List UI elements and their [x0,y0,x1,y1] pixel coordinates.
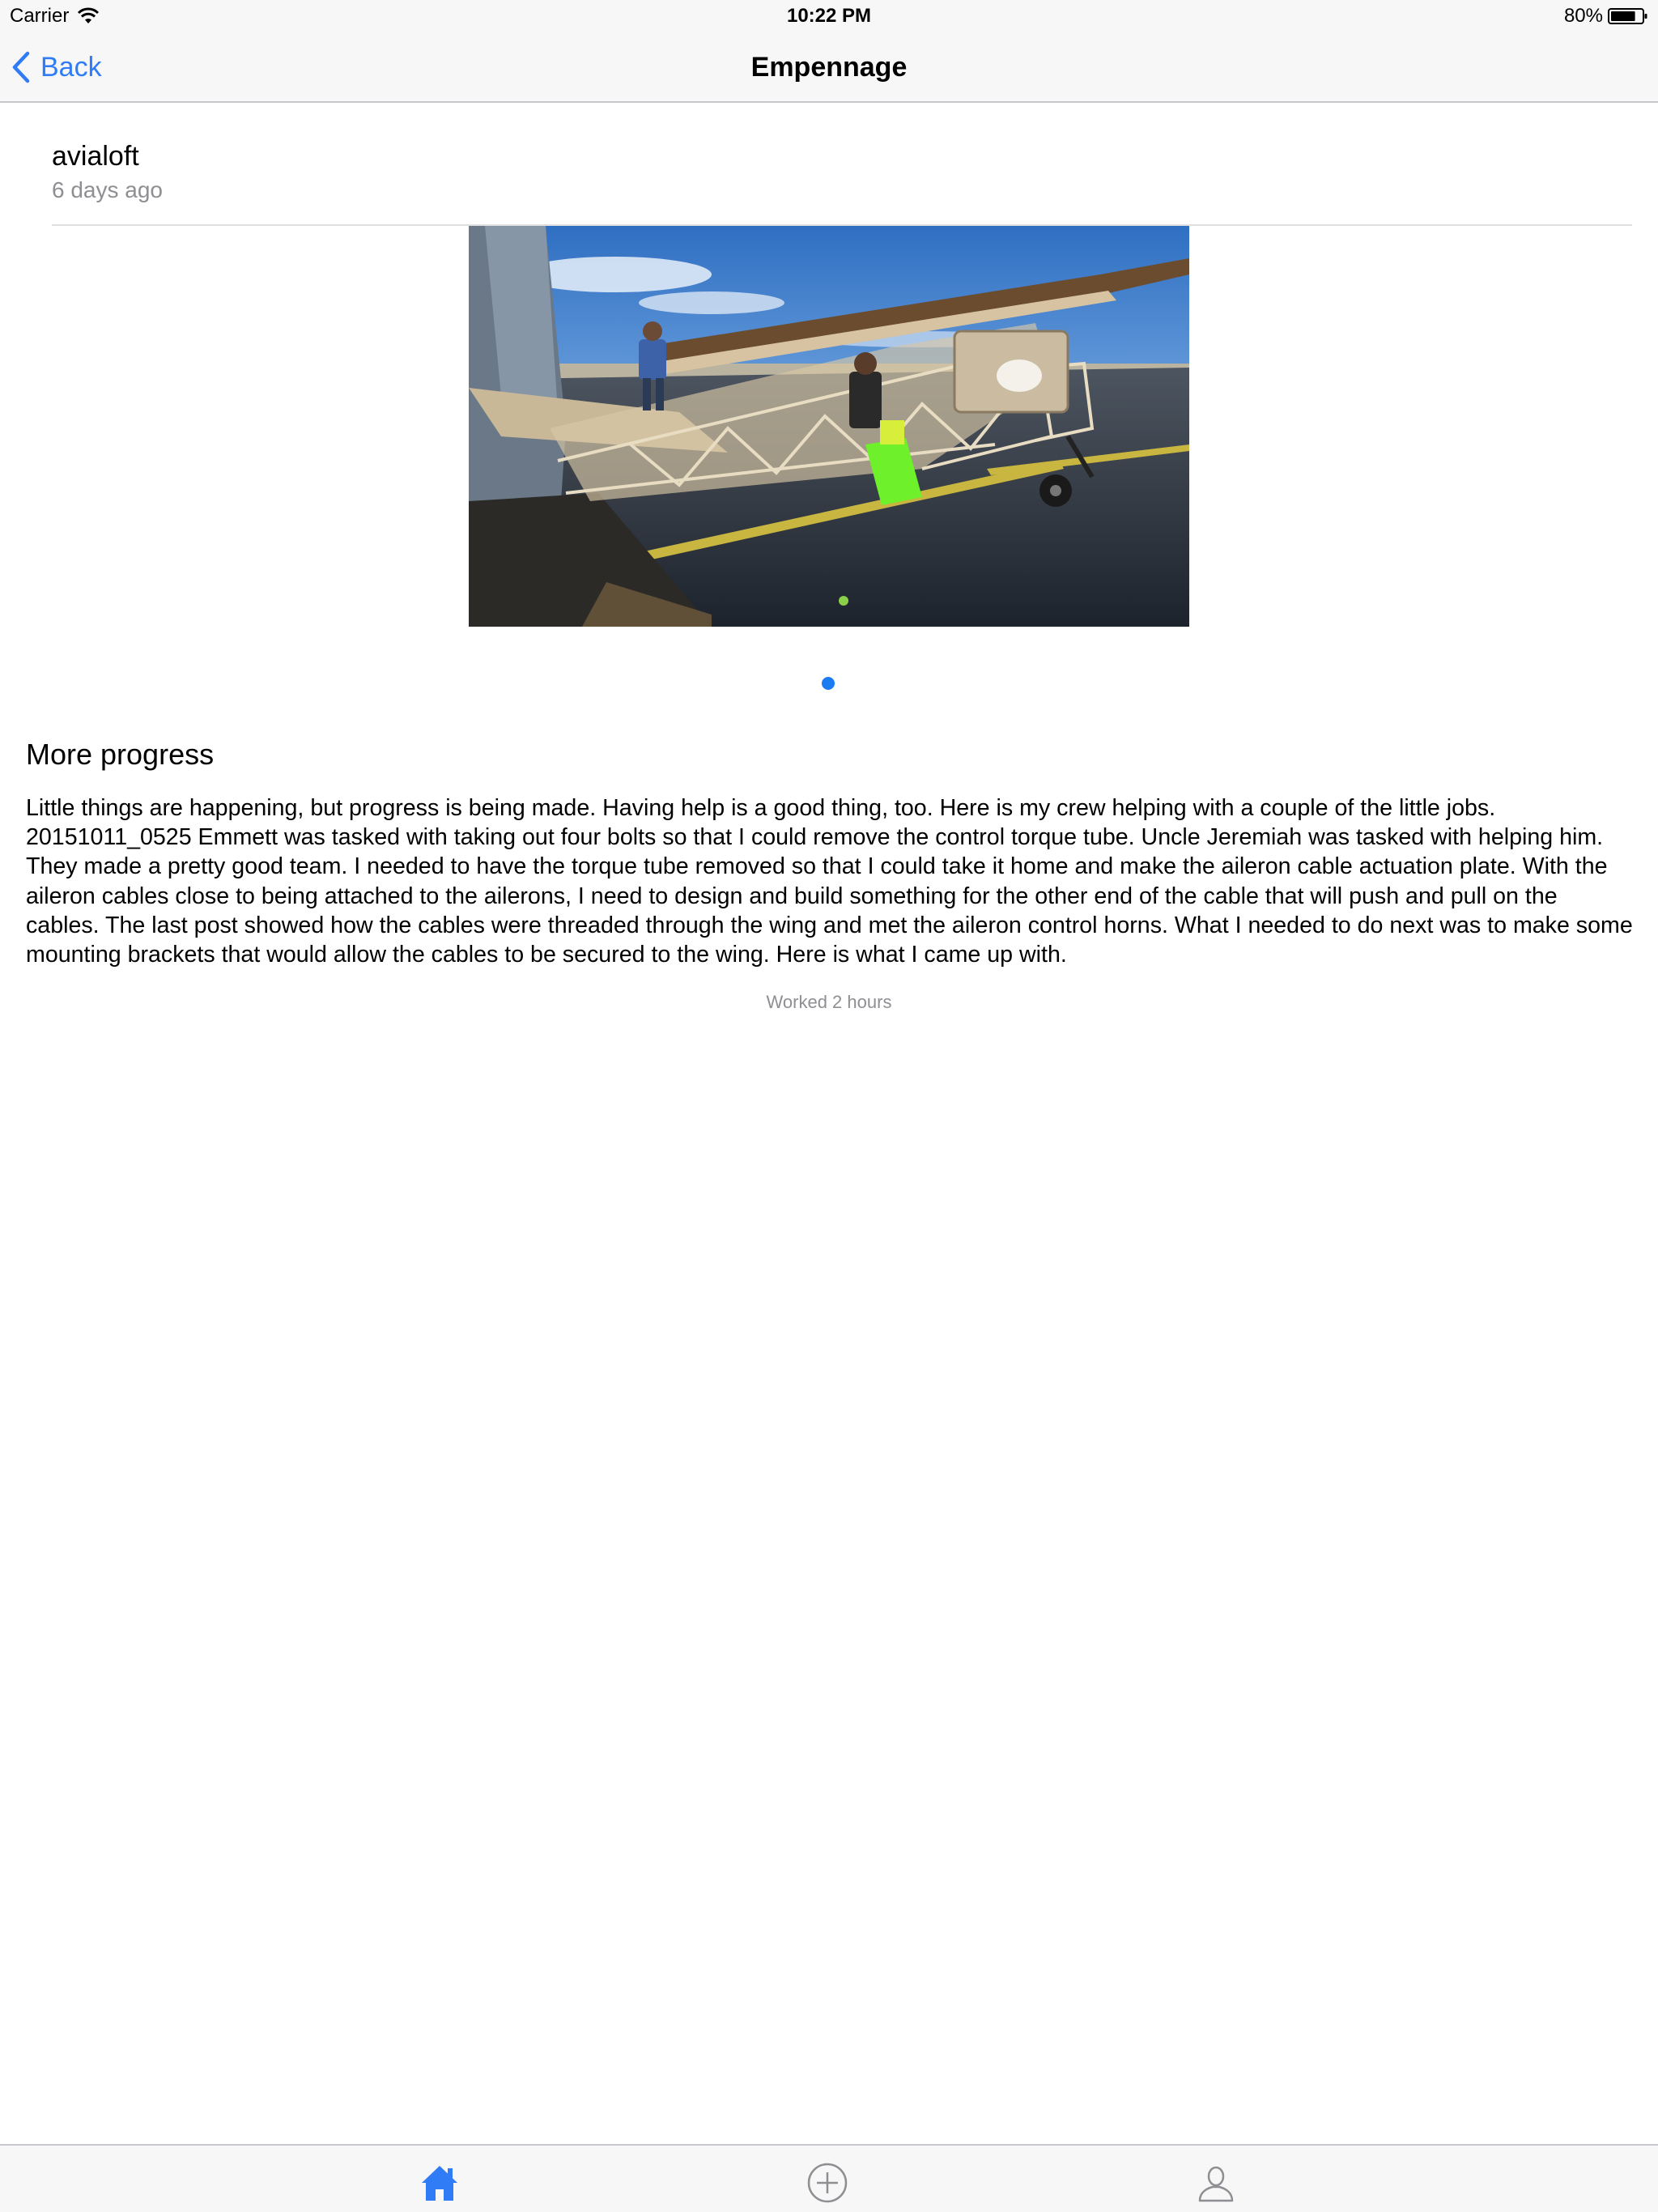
navigation-bar [0,32,1658,103]
tab-home[interactable] [419,2162,461,2204]
page-title: Empennage [750,52,908,83]
carrier-label: Carrier [10,5,70,27]
post-timestamp: 6 days ago [52,177,163,202]
status-bar [0,0,1658,32]
post-photo[interactable] [469,226,1189,627]
tab-profile[interactable] [1195,2162,1237,2204]
page-indicator-dot [822,677,835,690]
worked-hours: Worked 2 hours [766,992,892,1012]
home-icon [419,2162,461,2204]
post-author[interactable]: avialoft [52,141,139,172]
battery-percent: 80% [1563,5,1603,27]
back-button-label: Back [40,51,102,83]
tab-bar [0,2144,1658,2212]
battery-icon [1608,7,1648,25]
battery-indicator [1564,5,1648,28]
post-body: Little things are happening, but progress is being made. Having help is a good thing, too. Here is my crew helping with a couple of the little jobs. 20151011_0525 Emmett was tasked with taking out four bolts so that I could remove the control torque tube. Uncle Jeremiah was tasked with helping him. They made a pretty good team. I needed to have the torque tube removed so that I could take it home and make the aileron cable actuation plate. With the aileron cables close to being attached to the ailerons, I need to design and build something for the other end of the cable that will push and pull on the cables. The last post showed how the cables were threaded through the wing and met the aileron control horns. What I needed to do next was to make some mounting brackets that would allow the cables to be secured to the wing. Here is what I came up with. [26,795,1633,968]
add-circle-icon [806,2162,848,2204]
status-time: 10:22 PM [786,5,872,27]
profile-icon [1195,2162,1237,2204]
post-title: More progress [26,738,215,771]
tab-add[interactable] [806,2162,848,2204]
